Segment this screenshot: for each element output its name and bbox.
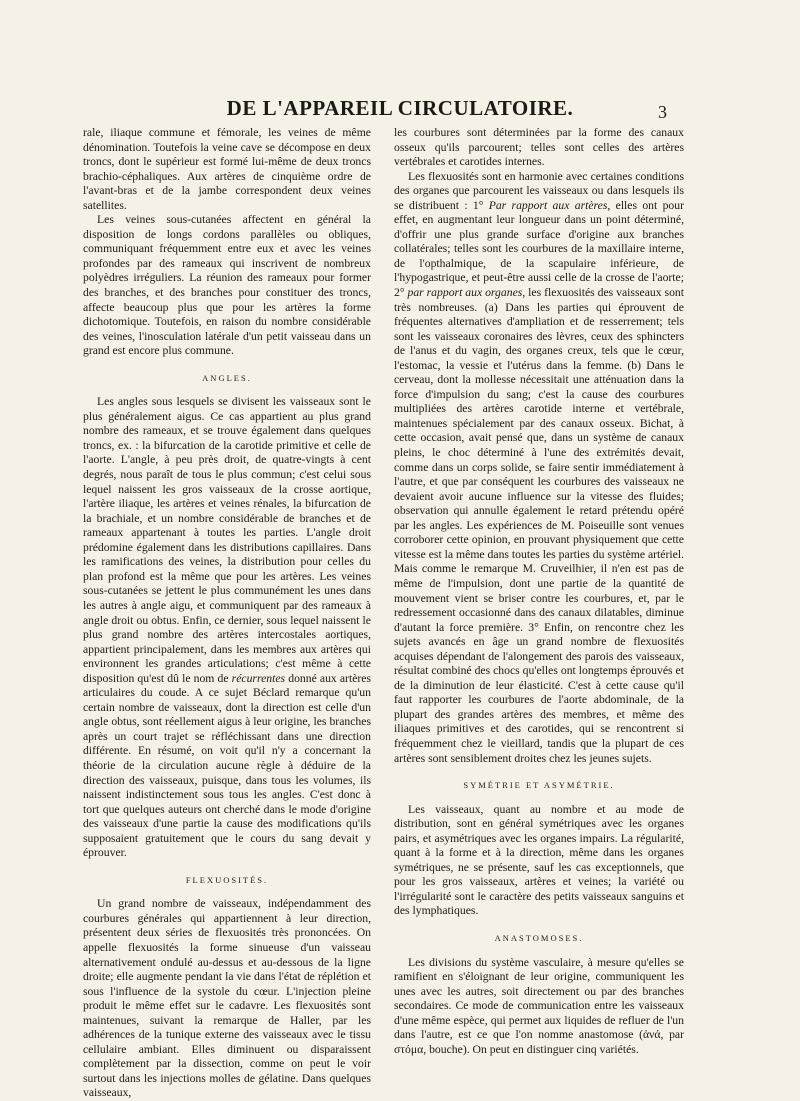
page-number: 3 [658, 102, 667, 122]
text-run: donné aux artères articulaires du coude. A ce sujet Béclard remarque qu'un certain nombre de vaisseaux, dont la direction est celle d'un angle obtus, sont réellement aigus à leur origine, les branches après un court trajet se réfléchissant dans une direction différente. En résumé, on voit qu'il n'y a concernant la théorie de la circulation aucune règle à déduire de la direction des vaisseaux, puisque, dans tous les volumes, ils naissent indistinctement sous tous les angles. C'est donc à tort que quelques auteurs ont cherché dans le mode d'origine des vaisseaux d'une partie la cause des modifications qu'ils supposaient gratuitement que le cours du sang devait y éprouver. [83, 671, 372, 860]
italic-term: par rapport aux organes [407, 286, 523, 300]
paragraph [83, 395, 371, 861]
paragraph: les courbures sont déterminées par la forme des canaux osseux qu'ils parcourent; telles sont celles des artères vertébrales et carotides internes. [394, 126, 684, 169]
section-heading-flexuosites: FLEXUOSITÉS. [185, 874, 269, 885]
section-heading-angles: ANGLES. [202, 372, 252, 383]
italic-term: récurrentes [231, 671, 286, 685]
paragraph: Les vaisseaux, quant au nombre et au mode de distribution, sont en général symétriques avec les organes pairs, et asymétriques avec les organes impairs. La régularité, quant à la forme et à la direction, même dans les organes symétriques, ne se présente, sauf les cas exceptionnels, que pour les gros vaisseaux, artères et veines; la variété ou l'irrégularité sont le caractère des petits vaisseaux sanguins et des lymphatiques. [394, 802, 684, 918]
text-run: , les flexuosités des vaisseaux sont très nombreuses. (a) Dans les parties qui éprouvent de fréquentes alternatives d'ampliation et de resserrement; tels sont les vaisseaux coronaires des lèvres, ceux des sphincters de l'anus et du vagin, des organes creux, tels que le cœur, l'estomac, la vessie et l'utérus dans la femme. (b) Dans le cerveau, dont la mollesse nécessitait une atténuation dans la force d'impulsion du sang; c'est la cause des courbures multipliées des artères carotide interne et vertébrale, maintenues spécialement par des canaux osseux. Bichat, à cette occasion, avait pensé que, dans un système de canaux pleins, le choc déterminé à l'une des extrémités devait, comme dans un corps solide, se faire sentir immédiatement à l'autre, et que par conséquent les courbures des vaisseaux ne devaient avoir aucune influence sur la vitesse des fluides; observation qui annulle également le retard prétendu opéré par les angles. Les expériences de M. Poiseuille sont venues corroborer cette opinion, en prouvant physiquement que cette vitesse est la même dans toutes les parties du système artériel. Mais comme le remarque M. Cruveilhier, il n'en est pas de même de l'impulsion, dont une partie de la quantité de mouvement vient se briser contre les courbures, et, par le redressement occasionné dans des canaux dilatables, diminue d'autant la force première. 3° Enfin, on rencontre chez les sujets avancés en âge un grand nombre de flexuosités acquises dépendant de l'alongement des parois des vaisseaux, résultat combiné des chocs qu'elles ont longtemps éprouvés et de la diminution de leur élasticité. C'est à cette cause qu'il faut rapporter les courbures de l'aorte abdominale, de la plupart des grandes artères des membres, et même des iliaques primitives et des carotides, qui se rencontrent si fréquemment chez le vieillard, tandis que la plupart de ces artères sont sensiblement droites chez les jeunes sujets. [394, 286, 684, 765]
paragraph: rale, iliaque commune et fémorale, les veines de même dénomination. Toutefois la veine cave se décompose en deux troncs, dont le supérieur est formé lui-même de deux troncs brachio-céphaliques. Aux artères de cinquième ordre de l'avant-bras et de la jambe correspondent deux veines satellites. [83, 126, 371, 212]
paragraph [394, 170, 684, 766]
italic-term: Par rapport aux artères [488, 198, 608, 212]
paragraph: Un grand nombre de vaisseaux, indépendamment des courbures générales qui appartiennent à leur direction, présentent deux séries de flexuosités très prononcées. On appelle flexuosités la forme sinueuse d'un vaisseau alternativement ondulé au-dessus et au-dessous de la ligne droite; elle augmente pendant la vie dans l'état de réplétion et sous l'influence de la systole du cœur. L'injection pleine produit le même effet sur le cadavre. Les flexuosités sont maintenues, suivant la remarque de Haller, par les adhérences de la tunique externe des vaisseaux avec le tissu cellulaire ambiant. Elles diminuent ou disparaissent complètement par la dissection, comme on peut le voir surtout dans les injections molles de gélatine. Dans quelques vaisseaux, [83, 897, 371, 1100]
section-heading-anastomoses: ANASTOMOSES. [494, 932, 584, 943]
running-title: DE L'APPAREIL CIRCULATOIRE. [226, 96, 574, 120]
left-column [83, 126, 371, 1101]
text-run: Les flexuosités sont en harmonie avec certaines conditions des organes que parcourent les vaisseaux ou dans lesquels ils se distribuent : 1° [394, 169, 684, 212]
text-run: , elles ont pour effet, en augmentant leur longueur dans un point déterminé, d'offrir une plus grande surface d'origine aux branches collatérales; telles sont les courbures de la maxillaire interne, de l'opthalmique, de la scapulaire inférieure, de l'hypogastrique, et peut-être aussi celle de la crosse de l'aorte; 2° [394, 198, 684, 300]
text-run: Les angles sous lesquels se divisent les vaisseaux sont le plus généralement aigus. Ce cas appartient au plus grand nombre des rameaux, et se trouve également dans quelques troncs, ex. : la bifurcation de la carotide primitive et celle de l'aorte. L'angle, à peu près droit, de quatre-vingts à cent degrés, nous paraît de tous le plus commun; c'est celui sous lequel naissent les gros vaisseaux de la crosse aortique, l'artère iliaque, les artères et veines rénales, la bifurcation de la brachiale, et un nombre considérable de branches et de rameaux appartenant à toutes les parties. L'angle droit prédomine également dans les distributions capillaires. Dans les ramifications des veines, la distribution pour celles du plan profond est la même que pour les artères. Les veines sous-cutanées se jettent le plus communément les unes dans les autres à angle aigu, et communiquent par des rameaux à angle droit ou obtus. Enfin, ce dernier, sous lequel naissent le plus grand nombre des artères intercostales aortiques, appartient principalement, dans les membres aux artères qui environnent les grandes articulations; c'est même à cette disposition qu'est dû le nom de [83, 395, 371, 685]
paragraph: Les veines sous-cutanées affectent en général la disposition de longs cordons parallèles ou obliques, communiquant fréquemment entre eux et avec les veines profondes par des rameaux qui inscrivent de nombreux polyèdres irréguliers. La réunion des rameaux pour former des branches, et des branches pour constituer des troncs, affecte beaucoup plus que pour les artères la forme dichotomique. Toutefois, en raison du nombre considérable des veines, l'inosculation latérale d'un petit vaisseau dans un grand est encore plus commune. [83, 213, 371, 358]
right-column [394, 126, 684, 1057]
section-heading-symetrie: SYMÉTRIE ET ASYMÉTRIE. [463, 780, 615, 791]
paragraph: Les divisions du système vasculaire, à mesure qu'elles se ramifient en s'éloignant de leur origine, communiquent les unes avec les autres, soit directement ou par des branches secondaires. Ce mode de communication entre les vaisseaux d'une même espèce, qui permet aux liquides de refluer de l'un dans l'autre, est ce que l'on nomme anastomose (ἀνά, par στόμα, bouche). On peut en distinguer cinq variétés. [394, 955, 684, 1056]
